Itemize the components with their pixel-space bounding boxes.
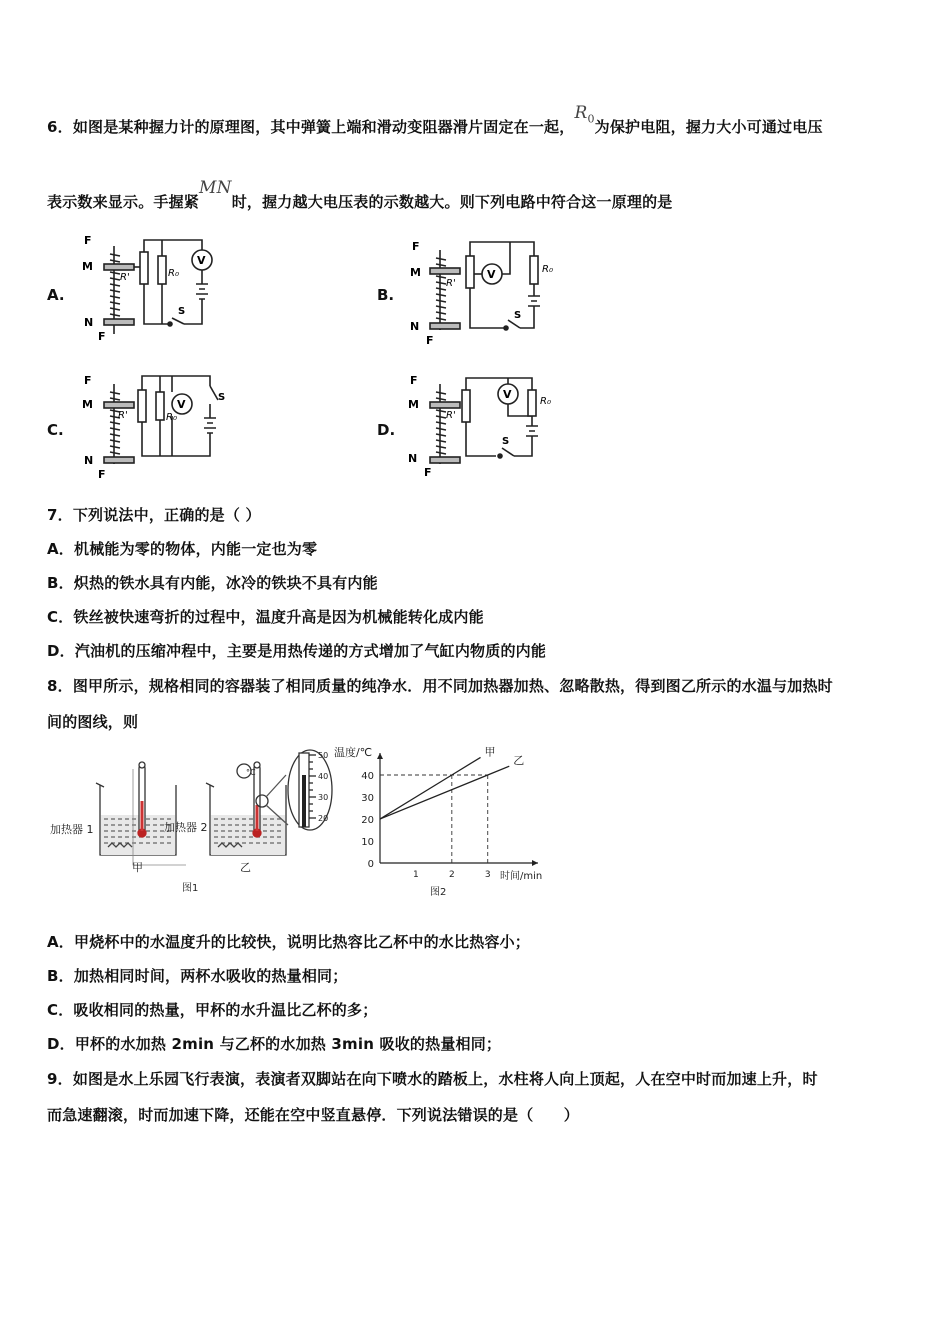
x-axis-arrow [532,860,538,866]
beaker-figure [48,745,338,897]
label-s: S [218,392,226,403]
y-tick-label-20: 20 [361,815,374,826]
q9-stem-line1: 9．如图是水上乐园飞行表演，表演者双脚站在向下喷水的踏板上，水柱将人向上顶起，人在空中时而加速上升，时 [47,1070,818,1088]
circuit-diagram-c [80,372,240,482]
label-n: N [84,454,94,467]
q9-stem-line2: 而急速翻滚，时而加速下降，还能在空中竖直悬停．下列说法错误的是（ ） [47,1106,580,1124]
q6-stem-text-2a: 表示数来显示。手握紧 [47,193,200,211]
y-axis-arrow [377,753,383,759]
label-m: M [82,260,93,273]
x-tick-label-3: 3 [484,870,491,880]
label-r0: R₀ [166,412,177,423]
label-r0: R₀ [168,268,179,279]
x-tick-label-1: 1 [413,870,419,880]
q6-stem-line1 [47,103,823,139]
label-r0: R₀ [542,264,553,275]
label-f-top: F [412,240,420,253]
label-n: N [84,316,94,329]
beaker-yi-label: 乙 [240,861,251,874]
q8-stem-line2: 间的图线，则 [47,713,139,731]
circuit-diagram-b [410,238,560,348]
label-m: M [408,398,419,411]
scale-20: 20 [318,814,329,823]
q7-stem: 7．下列说法中，正确的是（ ） [47,506,261,524]
label-m: M [82,398,93,411]
x-axis-label: 时间/min [500,871,543,882]
q6-stem-line2 [47,178,673,212]
voltmeter-label: V [487,268,496,281]
beaker-jia-label: 甲 [132,861,143,874]
q8-option-d[interactable]: D．甲杯的水加热 2min 与乙杯的水加热 3min 吸收的热量相同； [47,1035,502,1053]
label-n: N [408,452,418,465]
q6-option-b-label[interactable]: B. [377,286,395,304]
r0-symbol: $R_0$ [574,103,595,126]
y-tick-label-30: 30 [361,793,374,804]
label-f-bottom: F [424,466,432,479]
q8-option-a[interactable]: A．甲烧杯中的水温度升的比较快，说明比热容比乙杯中的水比热容小； [47,933,531,951]
label-r0: R₀ [540,396,551,407]
label-r-prime: R' [118,410,128,421]
q8-stem-line1: 8．图甲所示，规格相同的容器装了相同质量的纯净水．用不同加热器加热、忽略散热，得到图乙所示的水温与加热时 [47,677,833,695]
circuit-diagram-a [80,234,230,344]
q6-option-c-label[interactable]: C. [47,421,64,439]
label-f-bottom: F [98,468,106,481]
q6-stem-text-1b: 为保护电阻，握力大小可通过电压 [594,118,823,136]
label-f-top: F [84,374,92,387]
y-tick-label-40: 40 [361,771,374,782]
circuit-diagram-d [408,372,568,482]
voltmeter-label: V [503,388,512,401]
q7-option-a[interactable]: A．机械能为零的物体，内能一定也为零 [47,540,318,558]
label-f-bottom: F [98,330,106,343]
figure-1-caption: 图1 [182,883,199,894]
scale-40: 40 [318,772,329,781]
q7-option-d[interactable]: D．汽油机的压缩冲程中，主要是用热传递的方式增加了气缸内物质的内能 [47,642,547,660]
heater-2-label: 加热器 2 [164,821,208,834]
series-line-1 [380,766,509,819]
q7-option-b[interactable]: B．炽热的铁水具有内能，冰冷的铁块不具有内能 [47,574,378,592]
label-s: S [178,306,186,317]
q6-option-a-label[interactable]: A. [47,286,65,304]
mn-symbol: MN [199,178,232,198]
y-tick-label-0: 0 [367,859,374,870]
label-f-top: F [410,374,418,387]
x-tick-label-2: 2 [448,870,455,880]
y-axis-label: 温度/℃ [334,746,373,759]
q6-option-d-label[interactable]: D. [377,421,396,439]
q8-option-c[interactable]: C．吸收相同的热量，甲杯的水升温比乙杯的多； [47,1001,378,1019]
label-r-prime: R' [446,278,456,289]
label-n: N [410,320,420,333]
heater-1-label: 加热器 1 [50,823,94,836]
q6-stem-text-1a: 6．如图是某种握力计的原理图，其中弹簧上端和滑动变阻器滑片固定在一起， [47,118,575,136]
label-r-prime: R' [446,410,456,421]
scale-30: 30 [318,793,329,802]
q7-option-c[interactable]: C．铁丝被快速弯折的过程中，温度升高是因为机械能转化成内能 [47,608,484,626]
temperature-time-chart [330,740,555,900]
label-s: S [514,310,522,321]
label-r-prime: R' [120,272,130,283]
q6-stem-text-2b: 时，握力越大电压表的示数越大。则下列电路中符合这一原理的是 [231,193,673,211]
q8-option-b[interactable]: B．加热相同时间，两杯水吸收的热量相同； [47,967,348,985]
voltmeter-label: V [177,398,186,411]
series-line-0 [380,757,481,819]
y-tick-label-10: 10 [361,837,374,848]
celsius-unit: °C [246,768,256,777]
series-label-0: 甲 [484,745,496,759]
voltmeter-label: V [197,254,206,267]
label-s: S [502,436,510,447]
scale-50: 50 [318,751,329,760]
series-label-1: 乙 [513,754,525,768]
label-f-top: F [84,234,92,247]
label-f-bottom: F [426,334,434,347]
figure-2-caption: 图2 [430,887,447,898]
label-m: M [410,266,421,279]
